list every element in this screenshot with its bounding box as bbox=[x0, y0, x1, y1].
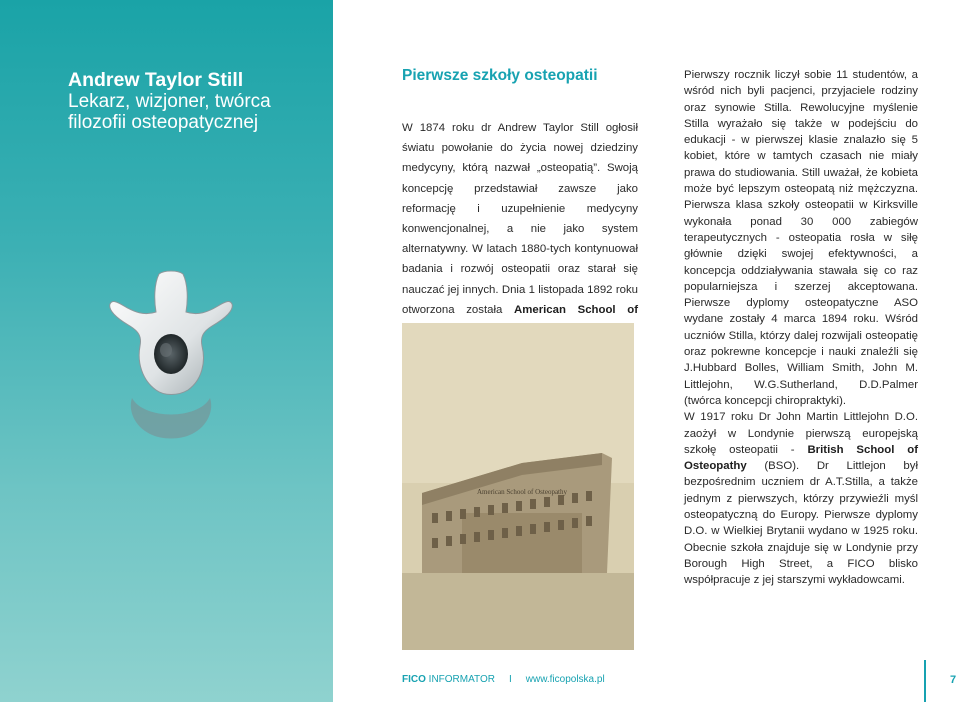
school-name-bold: American School of bbox=[514, 303, 638, 316]
sidebar-title bbox=[68, 70, 328, 133]
footer-brand: FICO bbox=[402, 674, 426, 685]
bso-name-bold: British School of Osteopathy bbox=[684, 443, 918, 473]
footer-brand-rest: INFORMATOR bbox=[425, 674, 495, 685]
history-paragraph-1: Pierwszy rocznik liczył sobie 11 studentów, a wśród nich byli pacjenci, przyjaciele rodziny oraz synowie Stilla. Rewolucyjne myślenie Stilla wyrażało się także w podejściu do edukacji - w pierwszej klasie znalazło się 5 kobiet, które w tamtych czasach nie miały prawa do studiowania. Still uważał, że kobieta może być lepszym osteopatą niż mężczyzna. Pierwsza klasa szkoły osteopatii w Kirksville wykonała ponad 30 000 zabiegów terapeutycznych - osteopatia rosła w siłę głównie dzięki swojej efektywności, a koncepcja oddziaływania stawała się co raz popularniejsza i szerzej akceptowana. Pierwsze dyplomy osteopatyczne ASO wydane zostały 4 marca 1894 roku. Wśród uczniów Stilla, którzy dalej rozwijali osteopatię oraz pokrewne koncepcje i nauki znaleźli się J.Hubbard Bolles, William Smith, John M. Littlejohn, W.G.Sutherland, D.D.Palmer (twórca koncepcji chiropraktyki). bbox=[684, 69, 918, 407]
person-subtitle: Lekarz, wizjoner, twórca filozofii osteopatycznej bbox=[68, 91, 271, 133]
article-heading: Pierwsze szkoły osteopatii bbox=[402, 67, 598, 84]
vertebra-logo-icon bbox=[104, 270, 238, 442]
person-name: Andrew Taylor Still bbox=[68, 69, 244, 91]
intro-paragraph bbox=[402, 118, 638, 340]
footer-separator: I bbox=[508, 674, 512, 685]
school-photo bbox=[402, 323, 634, 650]
footer-divider-line bbox=[924, 660, 926, 702]
bso-text-start: W 1917 roku Dr John Martin Littlejohn D.O. zaożył w Londynie pierwszą europejską szkołę osteopatii - bbox=[684, 411, 918, 456]
page-footer bbox=[402, 674, 605, 685]
photo-caption: American School of Osteopathy bbox=[476, 488, 568, 496]
footer-url[interactable]: www.ficopolska.pl bbox=[525, 674, 605, 685]
bso-text-end: (BSO). Dr Littlejon był bezpośrednim uczniem dr A.T.Stilla, a także jednym z pierwszych, którzy przywieźli myśl osteopatyczną do Europy. Pierwsze dyplomy D.O. w Wielkiej Brytanii wydano w 1925 roku. Obecnie szkoła znajduje się w Londynie przy Borough High Street, a FICO blisko współpracuje z jej starszymi wykładowcami. bbox=[684, 460, 918, 587]
sidebar-panel bbox=[0, 0, 333, 702]
page-number: 7 bbox=[950, 674, 957, 686]
history-paragraph-2 bbox=[684, 409, 918, 588]
article-column-1 bbox=[402, 118, 638, 340]
article-column-2 bbox=[684, 67, 918, 589]
intro-text: W 1874 roku dr Andrew Taylor Still ogłosił światu powołanie do życia nowej dziedziny medycyny, którą nazwał „osteopatią”. Swoją koncepcję przedstawiał zawsze jako reformację i uzupełnienie medycyny konwencjonalnej, a nie jako system alternatywny. W latach 1880-tych kontynuował badania i rozwój osteopatii oraz starał się nauczać jej innych. Dnia 1 listopada 1892 roku otworzona została bbox=[402, 122, 638, 316]
